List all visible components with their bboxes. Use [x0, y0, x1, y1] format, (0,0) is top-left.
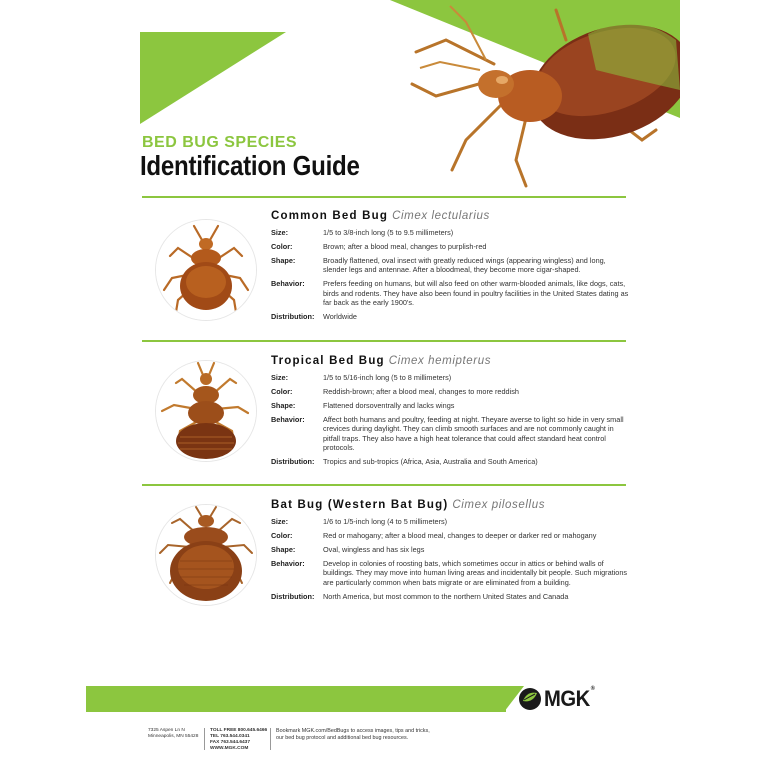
behavior-row: [271, 559, 631, 587]
shape-row: [271, 545, 631, 554]
eyebrow-heading: BED BUG SPECIES: [142, 134, 298, 151]
scientific-name: Cimex hemipterus: [388, 355, 492, 367]
tel-number: TEL 763.544.0341: [210, 734, 250, 739]
fax-number: FAX 763.544.6437: [210, 740, 251, 745]
bat-bug-photo: [156, 505, 256, 605]
scientific-name: Cimex lectularius: [392, 210, 490, 222]
mgk-logo: [518, 686, 599, 712]
distribution-row: [271, 592, 631, 601]
mgk-wordmark: MGK®: [544, 686, 595, 711]
color-row: [271, 387, 631, 396]
size-row: [271, 517, 631, 526]
behavior-row: [271, 415, 631, 453]
species-name: [271, 355, 491, 367]
note-line: Bookmark MGK.com/BedBugs to access images, tips and tricks,: [276, 728, 430, 734]
species-details: [271, 228, 631, 326]
common-name: Common Bed Bug: [271, 210, 389, 222]
footer-address: [148, 728, 198, 740]
distribution-value: Worldwide: [323, 312, 357, 322]
section-divider: [142, 340, 626, 342]
distribution-label: Distribution:: [271, 591, 315, 601]
hero-bed-bug-image: [406, 0, 680, 200]
behavior-value: Develop in colonies of roosting bats, which sometimes occur in attics or behind walls of buildings. They may move into human living areas and incidentally bit people. Such migrations are particularly common when bats migrate or are eliminated from a building.: [323, 559, 628, 587]
section-divider: [142, 196, 626, 198]
common-bed-bug-photo: [156, 220, 256, 320]
behavior-value: Prefers feeding on humans, but will also feed on other warm-blooded animals, like dogs, cats, birds and rodents. They have also been found in poultry facilities in the United States dating as far back as the early 1900's.: [323, 279, 629, 308]
section-divider: [142, 484, 626, 486]
identification-guide-page: [86, 0, 680, 768]
size-row: [271, 228, 631, 237]
website-link[interactable]: WWW.MGK.COM: [210, 746, 249, 751]
shape-value: Oval, wingless and has six legs: [323, 545, 425, 554]
behavior-label: Behavior:: [271, 415, 305, 424]
shape-label: Shape:: [271, 545, 296, 554]
common-name: Tropical Bed Bug: [271, 355, 385, 367]
behavior-value: Affect both humans and poultry, feeding at night. Theyare averse to light so hide in very small crevices during daylight. They can climb smooth surfaces and are not commonly caught in pitfall traps. They also have a high heat tolerance that could affect standard heat control protocols.: [323, 415, 624, 453]
species-details: [271, 517, 631, 606]
distribution-row: [271, 312, 631, 321]
tropical-bed-bug-photo: [156, 361, 256, 461]
color-value: Brown; after a blood meal, changes to purplish-red: [323, 242, 487, 251]
address-line: Minneapolis, MN 55428: [148, 734, 199, 739]
size-value: 1/5 to 3/8-inch long (5 to 9.5 millimeters): [323, 228, 454, 237]
size-label: Size:: [271, 373, 289, 382]
shape-label: Shape:: [271, 256, 296, 265]
species-details: [271, 373, 631, 471]
footer-phone: [210, 728, 267, 752]
shape-row: [271, 256, 631, 275]
toll-free-number: TOLL FREE 800.645.6466: [210, 728, 268, 733]
species-name: [271, 210, 490, 222]
shape-row: [271, 401, 631, 410]
color-label: Color:: [271, 242, 293, 251]
distribution-row: [271, 457, 631, 466]
behavior-label: Behavior:: [271, 559, 305, 568]
footer-note: [276, 728, 430, 742]
species-name: [271, 499, 545, 511]
shape-label: Shape:: [271, 401, 296, 410]
size-value: 1/5 to 5/16-inch long (5 to 8 millimeters): [323, 373, 452, 382]
footer-green-band: [86, 686, 506, 712]
distribution-value: North America, but most common to the northern United States and Canada: [323, 591, 569, 601]
mgk-leaf-icon: [518, 687, 542, 711]
address-line: 7325 Aspen Ln N: [148, 728, 185, 733]
shape-value: Flattened dorsoventrally and lacks wings: [323, 401, 455, 410]
color-label: Color:: [271, 531, 293, 540]
color-value: Reddish-brown; after a blood meal, changes to more reddish: [323, 387, 519, 396]
color-row: [271, 531, 631, 540]
distribution-label: Distribution:: [271, 457, 315, 467]
distribution-label: Distribution:: [271, 312, 315, 322]
green-triangle-left: [140, 32, 286, 124]
size-row: [271, 373, 631, 382]
distribution-value: Tropics and sub-tropics (Africa, Asia, Australia and South America): [323, 457, 538, 467]
color-value: Red or mahogany; after a blood meal, changes to deeper or darker red or mahogany: [323, 531, 597, 540]
footer-separator: [204, 728, 205, 750]
size-label: Size:: [271, 517, 289, 526]
shape-value: Broadly flattened, oval insect with greatly reduced wings (appearing wingless) and long, slender legs and antennae. After a bloodmeal, they become more cigar-shaped.: [323, 256, 606, 275]
size-label: Size:: [271, 228, 289, 237]
color-label: Color:: [271, 387, 293, 396]
color-row: [271, 242, 631, 251]
footer-separator: [270, 728, 271, 750]
common-name: Bat Bug (Western Bat Bug): [271, 499, 449, 511]
scientific-name: Cimex pilosellus: [452, 499, 546, 511]
note-line: our bed bug protocol and additional bed bug resources.: [276, 735, 409, 741]
behavior-row: [271, 279, 631, 307]
size-value: 1/6 to 1/5-inch long (4 to 5 millimeters): [323, 517, 448, 526]
page-title: Identification Guide: [140, 150, 360, 181]
behavior-label: Behavior:: [271, 279, 305, 289]
